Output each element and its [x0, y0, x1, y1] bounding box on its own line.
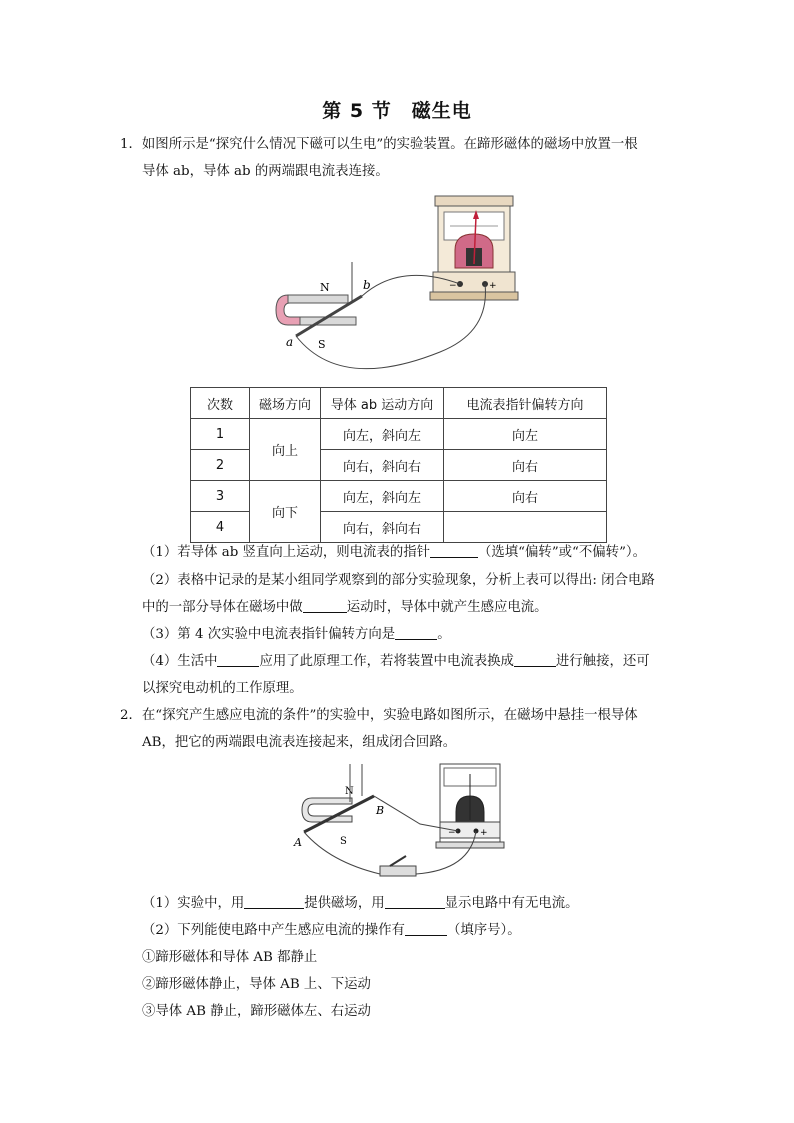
q2-intro-text-1: 在“探究产生感应电流的条件”的实验中，实验电路如图所示，在磁场中悬挂一根导体: [141, 708, 638, 723]
q2-apparatus-figure: [290, 762, 510, 884]
q2-magnet-north-label: N: [345, 786, 354, 797]
q1-part-1-text-end: （选填“偏转”或“不偏转”）。: [478, 545, 646, 560]
q2-part-2-text-end: （填序号）。: [446, 923, 521, 938]
table-header-row: [191, 388, 607, 419]
q1-part-3-text: （3）第 4 次实验中电流表指针偏转方向是: [142, 627, 396, 642]
table-cell-count: 2: [191, 450, 250, 481]
q1-magnet-south-label: S: [318, 338, 326, 351]
q1-intro-text-1: 如图所示是“探究什么情况下磁可以生电”的实验装置。在蹄形磁体的磁场中放置一根: [141, 137, 638, 152]
q1-part-2-blank[interactable]: [303, 598, 347, 613]
q1-part-4-text: （4）生活中: [142, 654, 218, 669]
q2-label-B: B: [376, 804, 385, 817]
table-cell-motion: 向右，斜向右: [321, 450, 444, 481]
table-row: [191, 419, 607, 450]
q2-part-1: [142, 894, 579, 914]
q1-part-4-blank-1[interactable]: [217, 652, 259, 667]
table-cell-deflection: 向右: [444, 481, 607, 512]
q2-part-2-blank[interactable]: [405, 921, 447, 936]
q1-part-1-blank[interactable]: [430, 543, 478, 558]
q1-part-3: [142, 625, 451, 645]
table-cell-count: 4: [191, 512, 250, 543]
q1-conductor-ab: [286, 262, 371, 349]
q1-apparatus-figure: [270, 192, 530, 382]
q2-part-1-blank-1[interactable]: [244, 894, 304, 909]
q1-part-4-text-mid: 应用了此原理工作，若将装置中电流表换成: [259, 654, 514, 669]
table-cell-motion: 向右，斜向右: [321, 512, 444, 543]
q1-meter-minus-label: −: [449, 281, 457, 291]
q2-switch: [380, 856, 416, 876]
table-cell-count: 1: [191, 419, 250, 450]
q1-part-2-text-end: 运动时，导体中就产生感应电流。: [346, 600, 548, 615]
q1-part-4-line-2: 以探究电动机的工作原理。: [142, 681, 303, 696]
q2-option-1: ①蹄形磁体和导体 AB 都静止: [142, 950, 318, 965]
table-cell-count: 3: [191, 481, 250, 512]
table-cell-deflection: [444, 512, 607, 543]
q2-part-1-text-mid: 提供磁场，用: [304, 896, 385, 911]
q1-part-4-line-1: [142, 652, 650, 672]
table-header-count: 次数: [191, 388, 250, 419]
table-cell-motion: 向左，斜向左: [321, 419, 444, 450]
q2-part-1-text: （1）实验中，用: [142, 896, 245, 911]
q2-option-2: ②蹄形磁体静止，导体 AB 上、下运动: [142, 977, 371, 992]
q1-label-a: a: [286, 335, 294, 349]
table-cell-deflection: 向左: [444, 419, 607, 450]
q2-part-2: [142, 921, 521, 941]
q1-part-2-line-2: [142, 598, 548, 618]
q1-part-4-text-end: 进行触接，还可: [555, 654, 650, 669]
page-title: 第 5 节 磁生电: [322, 100, 472, 122]
q2-galvanometer: [436, 764, 504, 848]
q1-label-b: b: [363, 278, 371, 292]
q1-part-2-line-1: （2）表格中记录的是某小组同学观察到的部分实验现象，分析上表可以得出: 闭合电路: [142, 573, 655, 588]
q1-part-3-text-end: 。: [437, 627, 451, 642]
q1-number: 1．: [120, 137, 142, 152]
q1-part-2-text: 中的一部分导体在磁场中做: [142, 600, 303, 615]
table-header-motion: 导体 ab 运动方向: [321, 388, 444, 419]
q1-part-3-blank[interactable]: [395, 625, 437, 640]
q1-galvanometer: [430, 196, 518, 300]
q1-magnet-north-label: N: [320, 281, 330, 294]
q2-number: 2．: [120, 708, 142, 723]
q1-results-table: [190, 387, 607, 543]
table-cell-field: 向上: [250, 419, 321, 481]
q2-intro-line-1: [120, 706, 638, 726]
q2-magnet-south-label: S: [340, 836, 347, 847]
q2-option-3: ③导体 AB 静止，蹄形磁体左、右运动: [142, 1004, 371, 1019]
table-cell-motion: 向左，斜向左: [321, 481, 444, 512]
q1-meter-plus-label: +: [489, 281, 497, 291]
q2-part-1-text-end: 显示电路中有无电流。: [444, 896, 579, 911]
table-row: [191, 481, 607, 512]
q2-intro-line-2: AB，把它的两端跟电流表连接起来，组成闭合回路。: [142, 735, 457, 750]
q1-intro-line-1: [120, 135, 638, 155]
q2-part-2-text: （2）下列能使电路中产生感应电流的操作有: [142, 923, 405, 938]
q1-part-1-text: （1）若导体 ab 竖直向上运动，则电流表的指针: [142, 545, 431, 560]
q2-label-A: A: [294, 836, 302, 849]
table-cell-deflection: 向右: [444, 450, 607, 481]
table-header-field: 磁场方向: [250, 388, 321, 419]
table-header-deflection: 电流表指针偏转方向: [444, 388, 607, 419]
q1-part-4-blank-2[interactable]: [514, 652, 556, 667]
q2-part-1-blank-2[interactable]: [385, 894, 445, 909]
q1-part-1: [142, 543, 646, 563]
q2-meter-minus-label: −: [448, 828, 456, 838]
q2-meter-plus-label: +: [480, 828, 488, 838]
table-cell-field: 向下: [250, 481, 321, 543]
q1-intro-line-2: 导体 ab，导体 ab 的两端跟电流表连接。: [142, 164, 389, 179]
